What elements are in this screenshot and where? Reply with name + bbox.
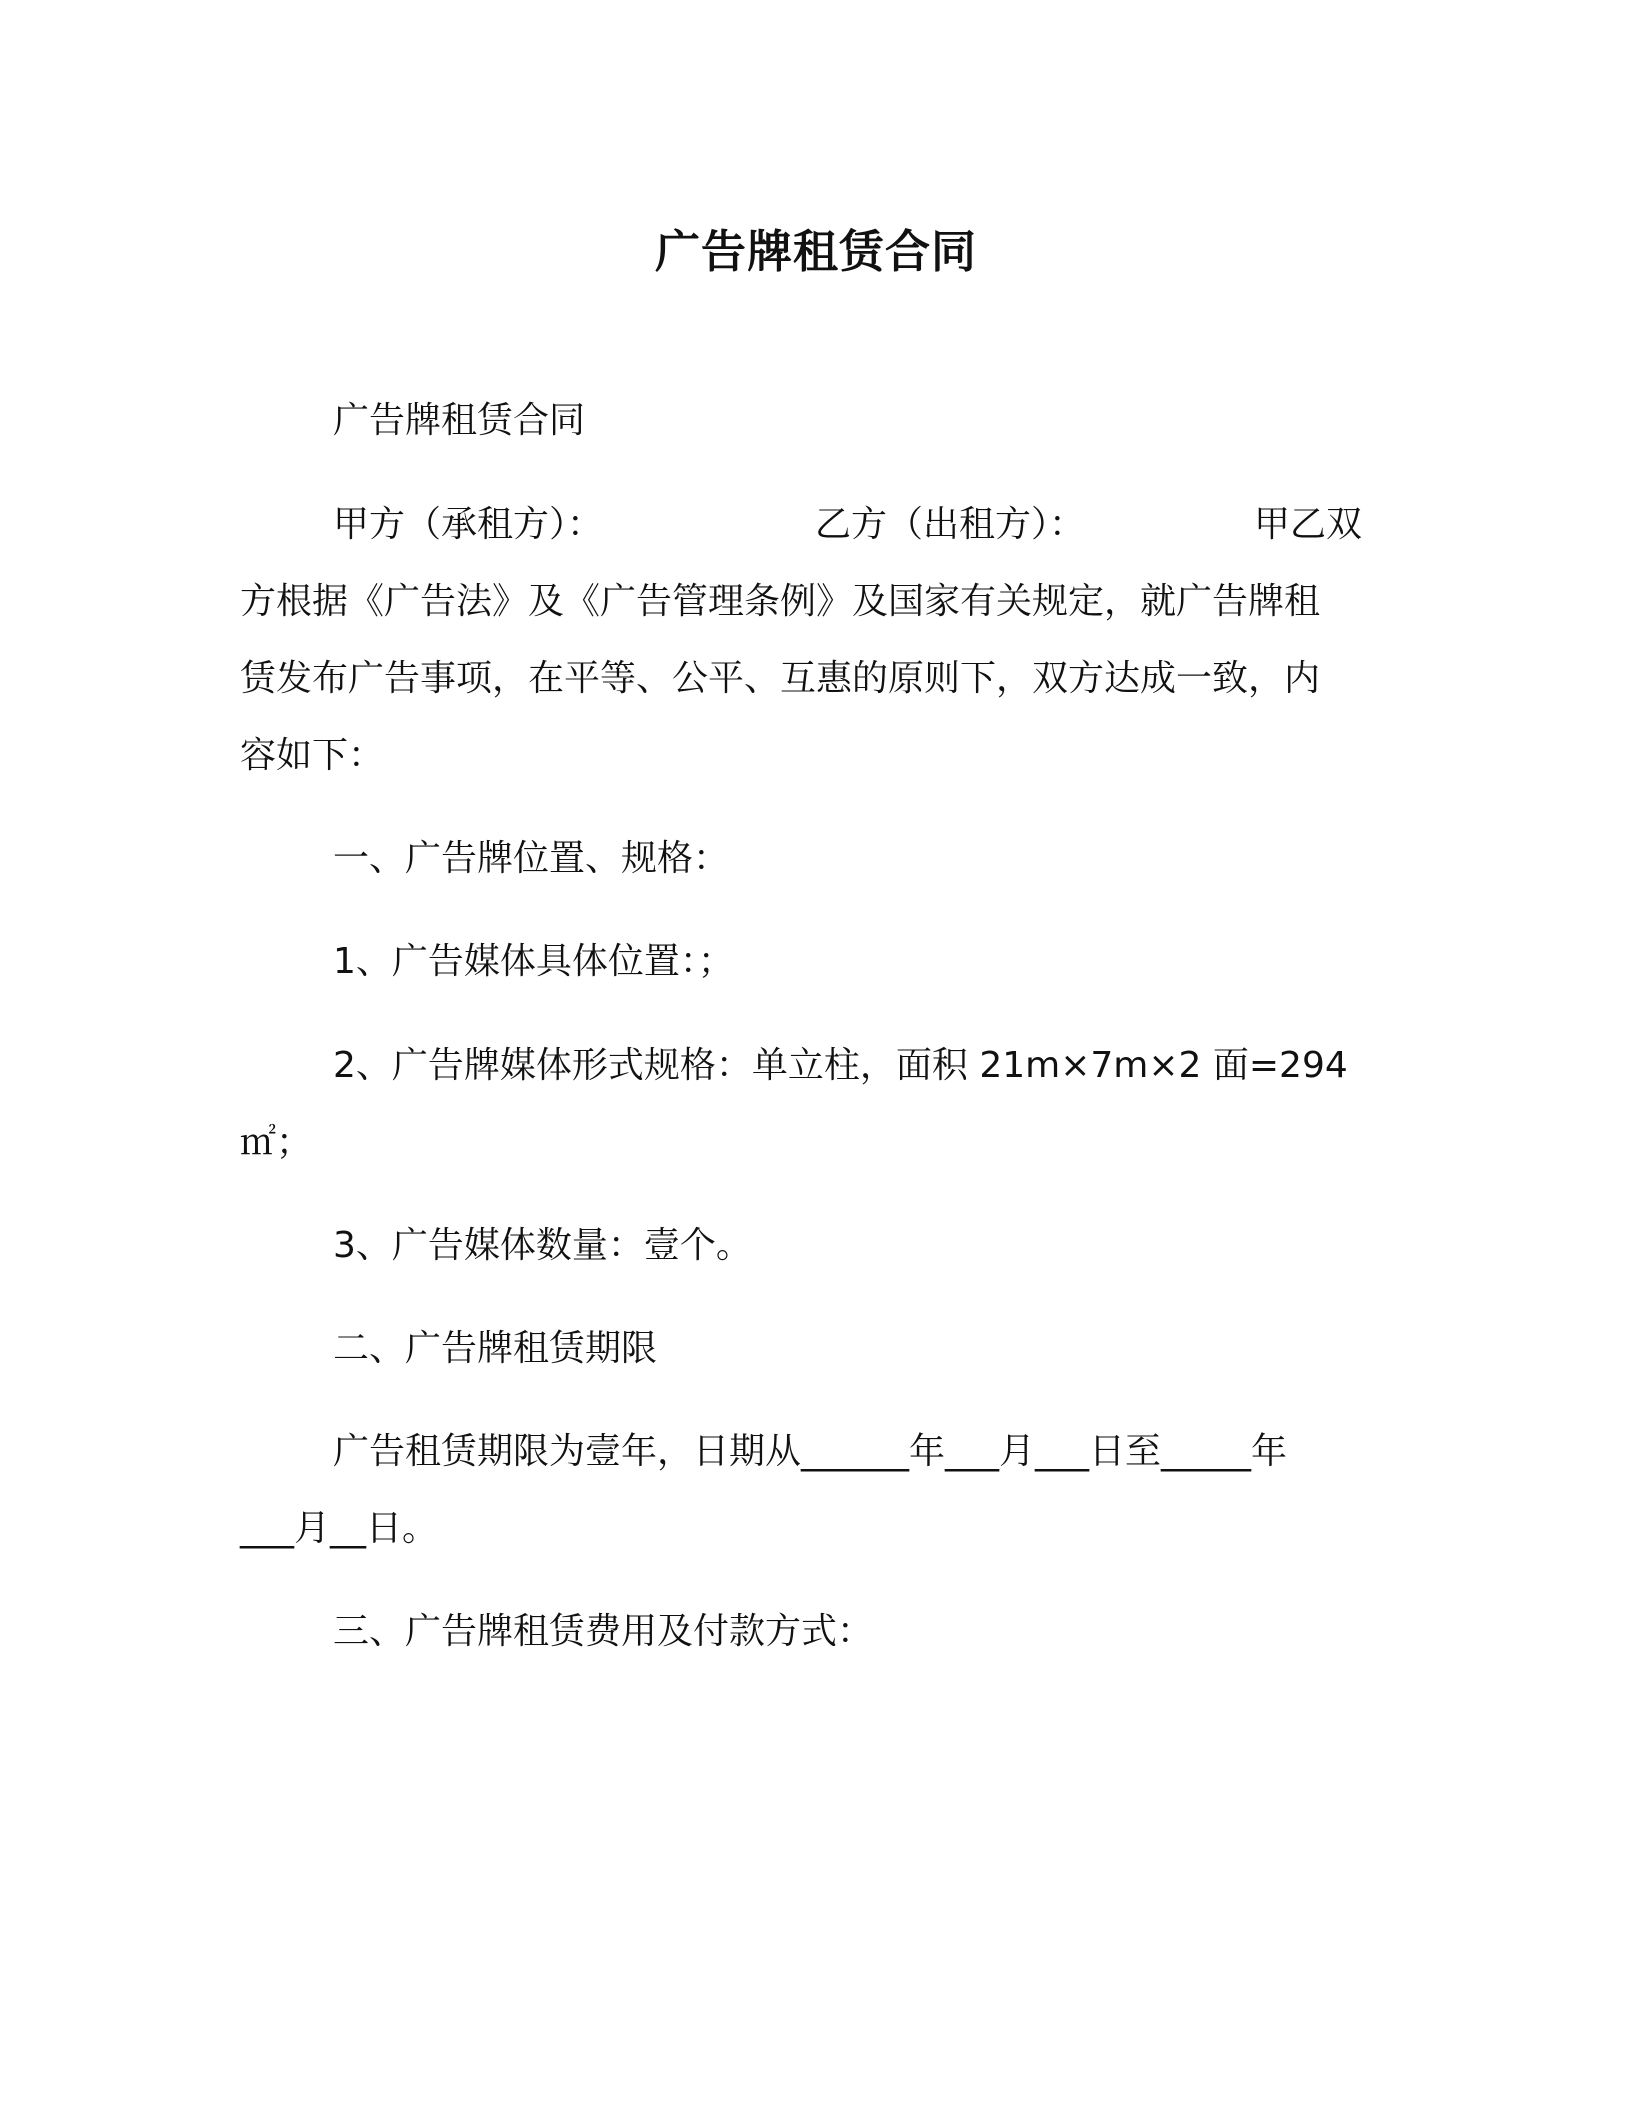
- section2-term-line2: ___月__日。: [240, 1508, 439, 1549]
- section1-item1: 1、广告媒体具体位置：；: [333, 941, 734, 982]
- intro-line: 赁发布广告事项，在平等、公平、互惠的原则下，双方达成一致，内: [240, 658, 1321, 699]
- intro-start-text: 甲乙双: [1254, 504, 1363, 545]
- party-b-label: 乙方（出租方）：: [815, 504, 1086, 545]
- section1-heading: 一、广告牌位置、规格：: [333, 838, 730, 879]
- section1-item2-line2: ㎡；: [240, 1122, 313, 1163]
- section1-item2-line1: 2、广告牌媒体形式规格：单立柱，面积 21m×7m×2 面=294: [333, 1045, 1348, 1086]
- section2-heading: 二、广告牌租赁期限: [333, 1328, 658, 1369]
- section3-heading: 三、广告牌租赁费用及付款方式：: [333, 1611, 874, 1652]
- party-a-label: 甲方（承租方）：: [333, 504, 604, 545]
- section2-term-line1: 广告租赁期限为壹年，日期从______年___月___日至_____年: [333, 1431, 1288, 1472]
- section1-item3: 3、广告媒体数量：壹个。: [333, 1225, 752, 1266]
- intro-line: 方根据《广告法》及《广告管理条例》及国家有关规定，就广告牌租: [240, 581, 1321, 622]
- document-title: 广告牌租赁合同: [654, 225, 977, 278]
- document-subtitle: 广告牌租赁合同: [333, 400, 586, 441]
- intro-line: 容如下：: [240, 735, 385, 776]
